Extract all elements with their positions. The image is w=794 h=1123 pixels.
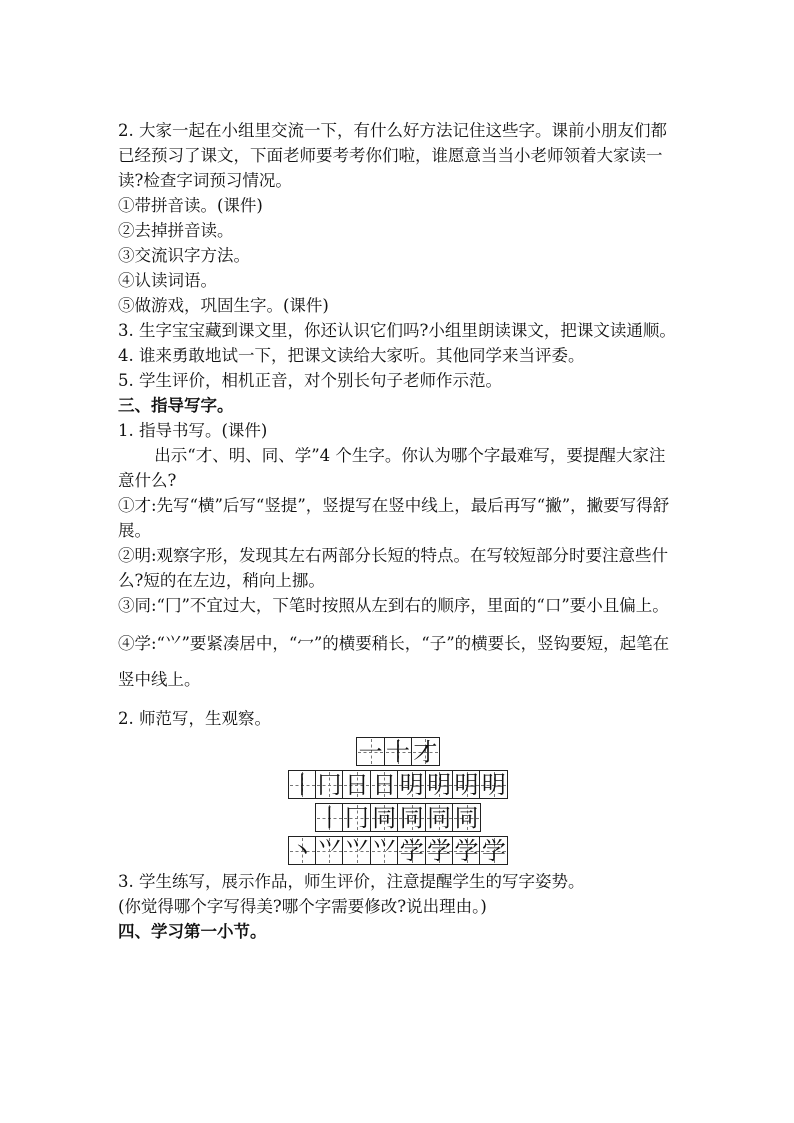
grid-cell bbox=[397, 770, 426, 799]
stroke-row-tong bbox=[118, 803, 678, 832]
stroke-glyph: 同 bbox=[427, 803, 452, 832]
stroke-row-xue bbox=[118, 836, 678, 865]
show-characters: 出示“才、明、同、学”4 个生字。你认为哪个字最难写，要提醒大家注意什么? bbox=[118, 446, 666, 490]
stroke-glyph: 丨 bbox=[290, 770, 315, 799]
paragraph-5: 5. 学生评价，相机正音，对个别长句子老师作示范。 bbox=[118, 371, 502, 390]
student-practice: 3. 学生练写，展示作品，师生评价，注意提醒学生的写字姿势。 bbox=[118, 872, 585, 891]
stroke-glyph: 丨 bbox=[317, 803, 342, 832]
paragraph-2: 2. 大家一起在小组里交流一下，有什么好方法记住这些字。课前小朋友们都已经预习了课文，下面老师要考考你们啦，谁愿意当当小老师领着大家读一读?检查字词预习情况。 bbox=[118, 121, 667, 190]
stroke-glyph: 才 bbox=[413, 737, 438, 766]
stroke-glyph: 日 bbox=[372, 770, 397, 799]
grid-cell bbox=[288, 770, 317, 799]
stroke-row-ming bbox=[118, 770, 678, 799]
grid-cell bbox=[384, 737, 413, 766]
char-xue: ④学:“⺍”要紧凑居中，“冖”的横要稍长，“子”的横要长，竖钩要短，起笔在竖中线上。 bbox=[118, 634, 670, 689]
stroke-glyph: 同 bbox=[372, 803, 397, 832]
stroke-glyph: 日 bbox=[344, 770, 369, 799]
stroke-glyph: 明 bbox=[427, 770, 452, 799]
stroke-glyph: ⺍ bbox=[317, 836, 342, 865]
section-heading-4: 四、学习第一小节。 bbox=[118, 922, 267, 941]
paragraph-4: 4. 谁来勇敢地试一下，把课文读给大家听。其他同学来当评委。 bbox=[118, 346, 585, 365]
grid-cell bbox=[342, 770, 371, 799]
char-ming: ②明:观察字形，发现其左右两部分长短的特点。在写较短部分时要注意些什么?短的在左边，稍向上挪。 bbox=[118, 546, 669, 590]
grid-cell bbox=[452, 770, 481, 799]
grid-cell bbox=[397, 803, 426, 832]
teacher-demo: 2. 师范写，生观察。 bbox=[118, 709, 271, 728]
stroke-glyph: 学 bbox=[481, 836, 506, 865]
stroke-glyph: 同 bbox=[454, 803, 479, 832]
step-2: ②去掉拼音读。 bbox=[118, 221, 234, 240]
paragraph-3: 3. 生字宝宝藏到课文里，你还认识它们吗?小组里朗读课文，把课文读通顺。 bbox=[118, 321, 676, 340]
grid-cell bbox=[342, 836, 371, 865]
char-cai: ①才:先写“横”后写“竖提”，竖提写在竖中线上，最后再写“撇”，撇要写得舒展。 bbox=[118, 496, 670, 540]
step-4: ④认读词语。 bbox=[118, 271, 217, 290]
stroke-glyph: 学 bbox=[454, 836, 479, 865]
step-5: ⑤做游戏，巩固生字。(课件) bbox=[118, 296, 329, 315]
grid-cell bbox=[452, 803, 481, 832]
stroke-glyph: 丶 bbox=[290, 836, 315, 865]
stroke-glyph: ⺍ bbox=[372, 836, 397, 865]
stroke-glyph: 冂 bbox=[317, 770, 342, 799]
stroke-glyph: ⺍ bbox=[344, 836, 369, 865]
guide-writing-1: 1. 指导书写。(课件) bbox=[118, 421, 268, 440]
stroke-order-grid bbox=[118, 737, 678, 865]
grid-cell bbox=[425, 770, 454, 799]
stroke-glyph: 冂 bbox=[344, 803, 369, 832]
grid-cell bbox=[370, 836, 399, 865]
step-3: ③交流识字方法。 bbox=[118, 246, 250, 265]
stroke-glyph: 明 bbox=[481, 770, 506, 799]
stroke-glyph: 学 bbox=[399, 836, 424, 865]
stroke-glyph: 学 bbox=[427, 836, 452, 865]
stroke-glyph: 明 bbox=[454, 770, 479, 799]
reflection-question: (你觉得哪个字写得美?哪个字需要修改?说出理由。) bbox=[118, 897, 487, 916]
grid-cell bbox=[411, 737, 440, 766]
grid-cell bbox=[315, 770, 344, 799]
grid-cell bbox=[342, 803, 371, 832]
document-page bbox=[118, 118, 678, 944]
grid-cell bbox=[356, 737, 385, 766]
grid-cell bbox=[315, 803, 344, 832]
grid-cell bbox=[479, 770, 508, 799]
section-heading-3: 三、指导写字。 bbox=[118, 396, 234, 415]
stroke-glyph: 明 bbox=[399, 770, 424, 799]
grid-cell bbox=[425, 803, 454, 832]
stroke-glyph: 同 bbox=[399, 803, 424, 832]
stroke-row-cai bbox=[118, 737, 678, 766]
stroke-glyph: 一 bbox=[358, 737, 383, 766]
grid-cell bbox=[288, 836, 317, 865]
grid-cell bbox=[397, 836, 426, 865]
grid-cell bbox=[370, 770, 399, 799]
grid-cell bbox=[315, 836, 344, 865]
step-1: ①带拼音读。(课件) bbox=[118, 196, 263, 215]
grid-cell bbox=[370, 803, 399, 832]
stroke-glyph: 十 bbox=[386, 737, 410, 766]
grid-cell bbox=[452, 836, 481, 865]
grid-cell bbox=[479, 836, 508, 865]
grid-cell bbox=[425, 836, 454, 865]
char-tong: ③同:“冂”不宜过大，下笔时按照从左到右的顺序，里面的“口”要小且偏上。 bbox=[118, 596, 669, 615]
